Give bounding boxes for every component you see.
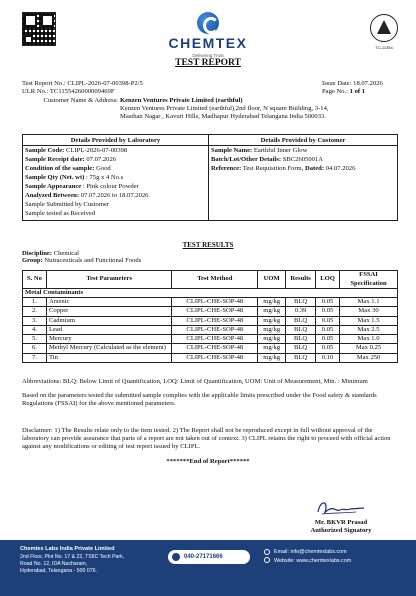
lab-detail-row: Sample Code: CLIPL-2026-07-00398 <box>25 147 128 154</box>
table-row: 7. Tin CLIPL-CHE-SOP-48 mg/kg BLQ 0.10 Max 250 <box>23 353 398 362</box>
table-row: 5. Mercury CLIPL-CHE-SOP-48 mg/kg BLQ 0.05 Max 1.0 <box>23 335 398 344</box>
accreditation-badge-icon <box>370 14 398 42</box>
lab-detail-row: Sample tested as Received <box>25 210 96 217</box>
email-icon <box>264 549 270 555</box>
signatory-name: Mr. BKVR Prasad <box>314 519 368 526</box>
table-row: 3. Cadmium CLIPL-CHE-SOP-48 mg/kg BLQ 0.05 Max 1.5 <box>23 316 398 325</box>
signatory-role: Authorized Signatory <box>310 527 372 534</box>
lab-detail-row: Condition of the sample: Good <box>25 165 111 172</box>
lab-detail-row: Sample Submitted by Customer <box>25 201 110 208</box>
lab-detail-row: Sample Appearance : Pink colour Powder <box>25 183 139 190</box>
end-of-report: *******End of Report****** <box>166 458 250 465</box>
customer-detail-row: Batch/Lot/Other Details: SBC2605001A <box>211 156 323 163</box>
customer-detail-row: Sample Name: Earthful Inner Glow <box>211 147 308 154</box>
lab-details <box>23 146 209 220</box>
accreditation-id: TC-11354 <box>375 45 393 50</box>
ulr-label: ULR No.: <box>22 88 49 96</box>
customer-name: Kenzen Ventures Private Limited (earthful) <box>120 97 243 104</box>
qr-code <box>22 12 56 46</box>
disclaimer: Disclaimer: 1) The Results relate only to the item tested. 2) The Report shall not be reproduced except in full without approval of the laboratory can provide assurance that parts of a report are not taken out of context. 3) CLIPL retains the right to proceed with official action against any modifications or editing of test report issued by CLIPL. <box>22 427 391 451</box>
phone-icon <box>172 553 180 561</box>
compliance-statement: Based on the parameters tested the submitted sample complies with the applicable limits prescribed under the Food safety & standards Regulations (FSSAI) for the above mentioned parameters. <box>22 392 377 408</box>
table-row: 6. Methyl Mercury (Calculated as the element) CLIPL-CHE-SOP-48 mg/kg BLQ 0.05 Max 0.25 <box>23 344 398 353</box>
group: Group: Nutraceuticals and Functional Foods <box>22 257 142 264</box>
results-title: TEST RESULTS <box>182 241 234 249</box>
report-no-row <box>22 80 398 88</box>
lab-detail-row: Sample Qty (Net. wt) : 75g x 4 No.s <box>25 174 124 181</box>
customer-details <box>209 146 397 220</box>
issue-date-label: Issue Date: <box>322 80 352 87</box>
report-no: CLIPL-2026-07-00398-P2/5 <box>67 80 143 87</box>
table-row: 4. Lead CLIPL-CHE-SOP-48 mg/kg BLQ 0.05 Max 2.5 <box>23 325 398 334</box>
abbreviations-note: Abbreviations: BLQ: Below Limit of Quantification, LOQ: Limit of Quantification, UOM: Unit of Measurement, Min. : Minimum <box>22 378 368 385</box>
page-no: 1 of 1 <box>349 88 366 95</box>
table-section-row: Metal Contaminants <box>23 289 398 298</box>
report-meta <box>22 80 398 96</box>
customer-addr-line2: Masthan Nagar , Kavuri Hills, Madhapur Hyderabad Telangana India 500033. <box>120 113 326 121</box>
lab-detail-row: Sample Receipt date: 07.07.2026 <box>25 156 117 163</box>
report-header <box>0 0 416 74</box>
customer-details-heading: Details Provided by Customer <box>260 137 346 144</box>
details-box <box>22 134 398 221</box>
footer-phone[interactable]: 040-27171666 <box>168 550 250 564</box>
lab-detail-row: Analyzed Between: 07.07.2026 to 18.07.2026 <box>25 192 149 199</box>
footer-company: Chemtex Labs India Private Limited <box>20 546 115 552</box>
globe-icon <box>264 557 270 563</box>
company-logo <box>140 12 276 58</box>
discipline: Discipline: Chemical <box>22 250 79 257</box>
customer-label: Customer Name & Address: <box>43 97 118 104</box>
lab-details-heading: Details Provided by Laboratory <box>23 135 209 145</box>
ulr-row <box>22 88 398 96</box>
footer-address: Chemtex Labs India Private Limited 2nd Floor, Plot No. 17 & 22, TSIIC Tech Park, Road No. 12, IDA Nacharam, Hyderabad, Telangana - 500 076. <box>20 546 160 575</box>
signature-image <box>312 498 372 518</box>
chemtex-logo-icon <box>197 12 219 34</box>
footer-contact <box>264 548 404 565</box>
issue-date: 18.07.2026 <box>353 80 383 87</box>
page-footer <box>0 540 416 596</box>
customer-detail-row: Reference: Test Requisition Form, Dated: 04.07.2026 <box>211 165 356 172</box>
table-header: S. No Test Parameters Test Method UOM Results LOQ FSSAI Specification <box>23 271 398 289</box>
customer-addr-line1: Kenzen Ventures Private Limited (earthful),2nd floor, N square Building, 3-14, <box>120 105 329 113</box>
page-label: Page No.: <box>322 88 349 95</box>
ulr-no: TC1155426000009469F <box>49 88 115 96</box>
table-row: 1. Arsenic CLIPL-CHE-SOP-48 mg/kg BLQ 0.05 Max 1.1 <box>23 298 398 307</box>
page-title: TEST REPORT <box>175 58 241 68</box>
logo-text: CHEMTEX <box>168 35 248 51</box>
table-row: 2. Copper CLIPL-CHE-SOP-48 mg/kg 0.39 0.05 Max 30 <box>23 307 398 316</box>
footer-email[interactable]: Email: info@chemtexlabs.com <box>264 548 404 557</box>
results-table <box>22 270 398 363</box>
footer-website[interactable]: Website: www.chemtexlabs.com <box>264 557 404 566</box>
logo-tagline: Delivering Trust <box>192 52 224 58</box>
report-no-label: Test Report No.: <box>22 80 66 87</box>
